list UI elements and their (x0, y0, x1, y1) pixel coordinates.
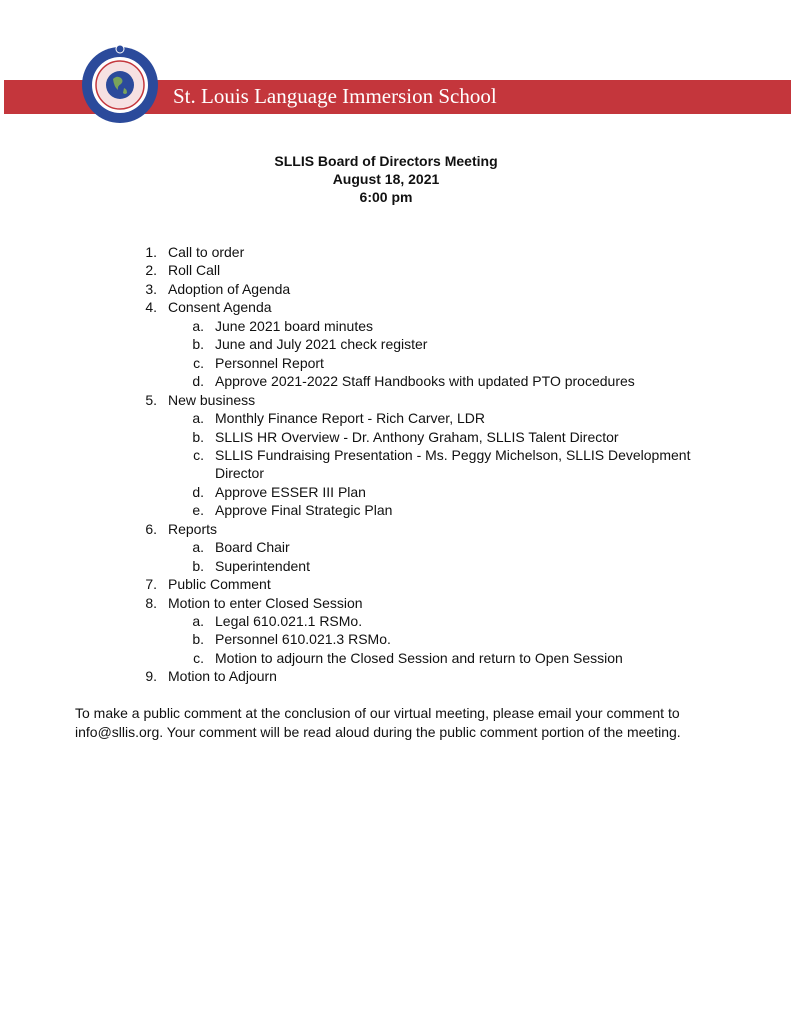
meeting-date: August 18, 2021 (332, 171, 440, 187)
agenda-text: Monthly Finance Report - Rich Carver, LDR (215, 410, 485, 427)
agenda-text: Personnel 610.021.3 RSMo. (215, 631, 391, 648)
agenda-text: June 2021 board minutes (215, 317, 373, 334)
agenda-text: Director (215, 465, 265, 482)
meeting-heading (0, 152, 772, 206)
meeting-time: 6:00 pm (359, 189, 413, 205)
agenda-marker: a. (192, 539, 204, 556)
agenda-text: Superintendent (215, 557, 310, 574)
agenda-text: Call to order (168, 244, 245, 260)
agenda-text: Board Chair (215, 539, 290, 556)
agenda-text: Adoption of Agenda (168, 280, 291, 297)
agenda-text: Motion to adjourn the Closed Session and return to Open Session (215, 649, 623, 666)
agenda-marker: 8. (145, 594, 157, 611)
agenda-marker: 4. (145, 299, 157, 316)
agenda-marker: c. (193, 446, 204, 463)
agenda-marker: c. (193, 649, 204, 666)
school-name: St. Louis Language Immersion School (173, 84, 497, 108)
agenda-marker: 3. (145, 280, 157, 297)
agenda-text: Motion to Adjourn (168, 668, 277, 685)
meeting-title: SLLIS Board of Directors Meeting (274, 153, 498, 169)
agenda-text: Public Comment (168, 576, 271, 593)
agenda-text: Approve 2021-2022 Staff Handbooks with updated PTO procedures (215, 373, 635, 390)
agenda-marker: 6. (145, 520, 157, 537)
agenda-marker: d. (192, 373, 204, 390)
public-comment-note: To make a public comment at the conclusion of our virtual meeting, please email your comment to info@sllis.org. Your comment will be read aloud during the public comment portion of the meeting. (75, 705, 681, 740)
agenda-marker: 7. (145, 576, 157, 593)
agenda-text: Reports (168, 520, 218, 537)
agenda-marker: 2. (145, 262, 157, 279)
agenda-marker: 9. (145, 668, 157, 685)
agenda-marker: a. (192, 317, 204, 334)
agenda-text: Consent Agenda (168, 299, 272, 316)
agenda-marker: e. (192, 502, 204, 519)
agenda-marker: b. (192, 631, 204, 648)
agenda-text: Personnel Report (215, 354, 324, 371)
agenda-text: Roll Call (168, 262, 221, 279)
agenda-text: Motion to enter Closed Session (168, 594, 363, 611)
agenda-text: Approve ESSER III Plan (215, 483, 366, 500)
agenda-marker: a. (192, 613, 204, 629)
agenda-text: Legal 610.021.1 RSMo. (215, 613, 363, 629)
agenda-text: New business (168, 391, 256, 408)
agenda-marker: 5. (145, 391, 157, 408)
agenda-marker: c. (193, 354, 204, 371)
school-logo (80, 45, 160, 125)
agenda-text: June and July 2021 check register (215, 336, 428, 353)
agenda-marker: d. (192, 483, 204, 500)
agenda-marker: b. (192, 428, 204, 445)
agenda-marker: b. (192, 557, 204, 574)
agenda-text: SLLIS Fundraising Presentation - Ms. Peggy Michelson, SLLIS Development (215, 446, 691, 463)
agenda-marker: b. (192, 336, 204, 353)
agenda-marker: a. (192, 410, 204, 427)
agenda-text: SLLIS HR Overview - Dr. Anthony Graham, SLLIS Talent Director (215, 428, 619, 445)
agenda-text: Approve Final Strategic Plan (215, 502, 393, 519)
agenda-marker: 1. (145, 244, 157, 260)
